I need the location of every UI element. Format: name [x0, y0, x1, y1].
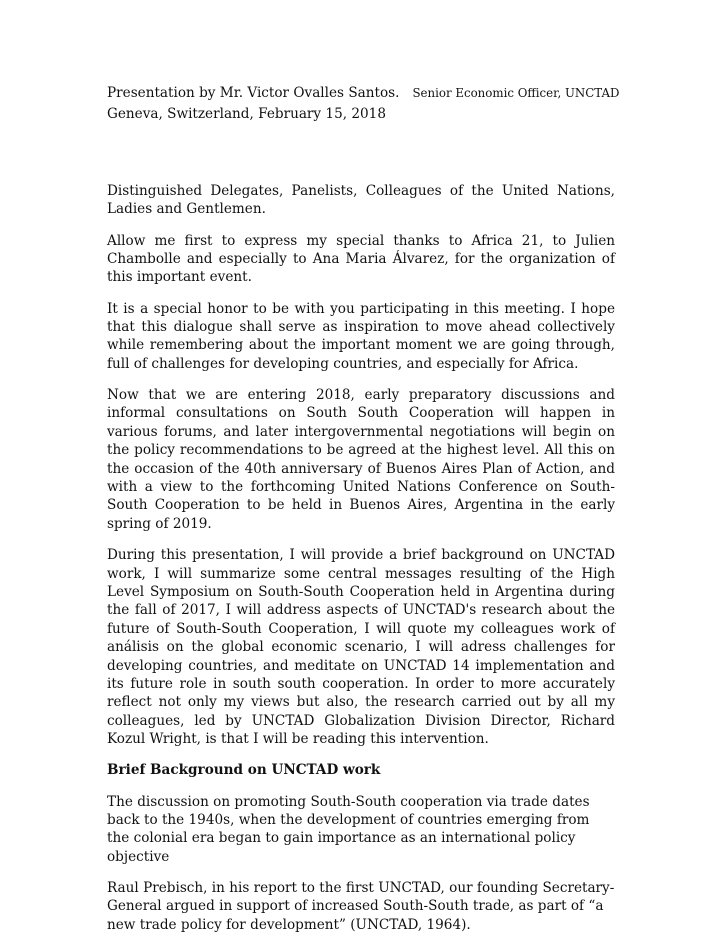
document-body [107, 83, 620, 947]
paragraph-context: Now that we are entering 2018, early preparatory discussions and informal consultations on South South Cooperation will happen in various forums, and later intergovernmental negotiations will begin on the policy recommendations to be agreed at the highest level. All this on the occasion of the 40th anniversary of Buenos Aires Plan of Action, and with a view to the forthcoming United Nations Conference on South-South Cooperation to be held in Buenos Aires, Argentina in the early spring of 2019. [107, 387, 615, 532]
paragraph-history: The discussion on promoting South-South cooperation via trade dates back to the 1940s, when the development of countries emerging from the colonial era began to gain importance as an international policy objective [107, 793, 590, 865]
paragraph-prebisch: Raul Prebisch, in his report to the first UNCTAD, our founding Secretary-General argued in support of increased South-South trade, as part of “a new trade policy for development” (UNCTAD, 1964). [107, 879, 615, 933]
paragraph-outline: During this presentation, I will provide a brief background on UNCTAD work, I will summarize some central messages resulting of the High Level Symposium on South-South Cooperation held in Argentina during the fall of 2017, I will address aspects of UNCTAD's research about the future of South-South Cooperation, I will quote my colleagues work of análisis on the global economic scenario, I will adress challenges for developing countries, and meditate on UNCTAD 14 implementation and its future role in south south cooperation. In order to more accurately reflect not only my views but also, the research carried out by all my colleagues, led by UNCTAD Globalization Division Director, Richard Kozul Wright, is that I will be reading this intervention. [107, 547, 615, 748]
presenter-role: Senior Economic Officer, UNCTAD [412, 86, 620, 100]
section-heading: Brief Background on UNCTAD work [107, 762, 381, 779]
paragraph-thanks: Allow me first to express my special thanks to Africa 21, to Julien Chambolle and especially to Ana Maria Álvarez, for the organization of this important event. [107, 232, 615, 286]
paragraph-greeting: Distinguished Delegates, Panelists, Colleagues of the United Nations, Ladies and Gentlemen. [107, 183, 615, 218]
presenter-line [107, 83, 620, 104]
paragraph-honor: It is a special honor to be with you participating in this meeting. I hope that this dialogue shall serve as inspiration to move ahead collectively while remembering about the important moment we are going through, full of challenges for developing countries, and especially for Africa. [107, 300, 615, 372]
location-date: Geneva, Switzerland, February 15, 2018 [107, 106, 386, 122]
presenter-name: Presentation by Mr. Victor Ovalles Santos. [107, 85, 400, 101]
